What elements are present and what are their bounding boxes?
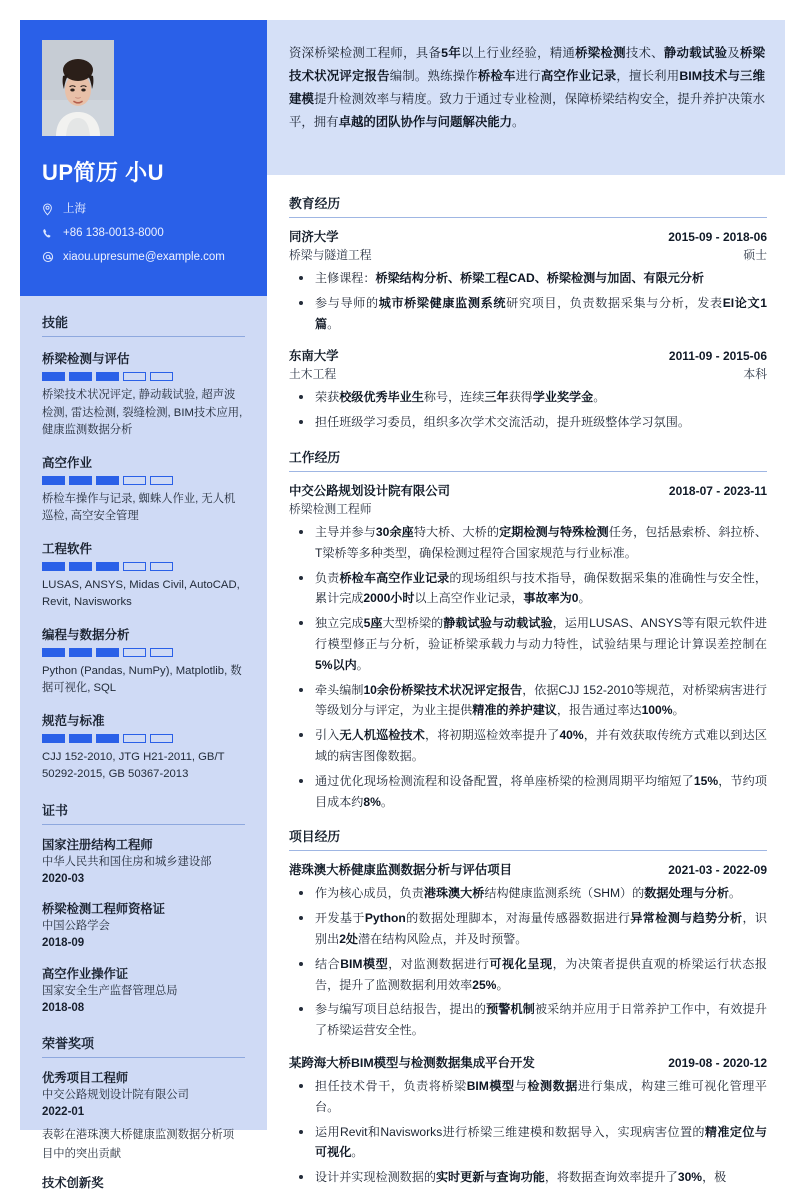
skill-name: 规范与标准 (42, 713, 105, 728)
certificate-item (42, 901, 245, 952)
skill-desc: Python (Pandas, NumPy), Matplotlib, 数据可视化, SQL (42, 664, 242, 695)
work-date: 2018-07 - 2023-11 (668, 483, 767, 498)
degree: 本科 (743, 367, 767, 382)
skill-bar-segment (69, 372, 92, 381)
award-org: 中交公路规划设计院有限公司 (42, 1089, 189, 1102)
work-entry-sub (289, 500, 767, 517)
summary-text: 资深桥梁检测工程师，具备5年以上行业经验，精通桥梁检测技术、静动载试验及桥梁技术状况评定报告编制。熟练操作桥检车进行高空作业记录，擅长利用BIM技术与三维建模提升检测效率与精度。致力于通过专业检测，保障桥梁结构安全，提升养护决策水平，拥有卓越的团队协作与问题解决能力。 (289, 46, 766, 129)
certificate-date: 2018-08 (42, 1001, 85, 1014)
certificate-name: 高空作业操作证 (42, 966, 129, 981)
education-section (289, 193, 767, 433)
bullet-item: 独立完成5座大型桥梁的静载试验与动载试验，运用LUSAS、ANSYS等有限元软件进行模型修正与分析，验证桥梁承载力与动力特性，试验结果与理论计算误差控制在5%以内。 (289, 613, 767, 675)
sidebar-body (20, 296, 267, 1191)
phone-icon (42, 228, 57, 240)
skill-bar-segment (150, 372, 173, 381)
awards-section (42, 1033, 245, 1192)
school-name: 同济大学 (289, 230, 339, 244)
work-section (289, 447, 767, 812)
certificate-org: 中国公路学会 (42, 920, 110, 933)
skill-bar-segment (69, 562, 92, 571)
skill-bar-segment (123, 562, 146, 571)
skill-bar-segment (96, 476, 119, 485)
project-bullets (289, 1076, 767, 1188)
certificate-name: 桥梁检测工程师资格证 (42, 902, 165, 917)
skill-rating (42, 562, 245, 571)
project-name: 某跨海大桥BIM模型与检测数据集成平台开发 (289, 1055, 535, 1070)
email-at-icon (42, 251, 57, 263)
skill-bar-segment (69, 476, 92, 485)
project-entry (289, 1053, 767, 1188)
education-entry-sub (289, 365, 767, 382)
skill-bar-segment (42, 562, 65, 571)
skill-bar-segment (42, 476, 65, 485)
degree: 硕士 (743, 248, 767, 262)
main-content (267, 20, 785, 1185)
skills-section (42, 312, 245, 784)
certificate-item (42, 837, 245, 888)
contact-location (42, 203, 245, 217)
certificate-name: 国家注册结构工程师 (42, 837, 153, 852)
bullet-item: 担任班级学习委员，组织多次学术交流活动，提升班级整体学习氛围。 (289, 412, 767, 433)
major: 土木工程 (289, 367, 337, 382)
skill-bar-segment (96, 734, 119, 743)
project-date: 2019-08 - 2020-12 (668, 1055, 767, 1070)
bullet-item: 主导并参与30余座特大桥、大桥的定期检测与特殊检测任务，包括悬索桥、斜拉桥、T梁桥等多种类型，确保检测过程符合国家规范与行业标准。 (289, 522, 767, 564)
certificate-org: 中华人民共和国住房和城乡建设部 (42, 856, 212, 869)
bullet-item: 设计并实现检测数据的实时更新与查询功能，将数据查询效率提升了30%，极 (289, 1167, 767, 1188)
skill-bar-segment (96, 372, 119, 381)
contact-location-value: 上海 (63, 203, 86, 215)
skill-desc: 桥梁技术状况评定, 静动载试验, 超声波检测, 雷达检测, 裂缝检测, BIM技术应用, 健康监测数据分析 (42, 389, 243, 437)
skill-item (42, 539, 245, 612)
award-date: 2022-01 (42, 1106, 85, 1119)
skill-bar-segment (150, 734, 173, 743)
bullet-item: 通过优化现场检测流程和设备配置，将单座桥梁的检测周期平均缩短了15%，节约项目成本约8%。 (289, 771, 767, 813)
bullet-item: 作为核心成员，负责港珠澳大桥结构健康监测系统（SHM）的数据处理与分析。 (289, 883, 767, 904)
skill-desc: CJJ 152-2010, JTG H21-2011, GB/T 50292-2015, GB 50367-2013 (42, 750, 225, 781)
project-entry-header (289, 1053, 767, 1071)
award-desc: 表彰在港珠澳大桥健康监测数据分析项目中的突出贡献 (42, 1129, 235, 1160)
avatar (42, 40, 114, 136)
awards-list (42, 1070, 245, 1192)
bullet-item: 荣获校级优秀毕业生称号，连续三年获得学业奖学金。 (289, 387, 767, 408)
certificate-org: 国家安全生产监督管理总局 (42, 984, 178, 997)
skill-item (42, 349, 245, 440)
skill-bar-segment (96, 562, 119, 571)
certificates-section-title: 证书 (42, 800, 245, 825)
certificate-date: 2018-09 (42, 937, 85, 950)
bullet-item: 牵头编制10余份桥梁技术状况评定报告，依据CJJ 152-2010等规范，对桥梁病害进行等级划分与评定，为业主提供精准的养护建议，报告通过率达100%。 (289, 680, 767, 722)
contact-phone (42, 227, 245, 241)
skill-item (42, 711, 245, 784)
skill-desc: LUSAS, ANSYS, Midas Civil, AutoCAD, Revit, Navisworks (42, 578, 240, 609)
education-entry (289, 227, 767, 334)
project-name: 港珠澳大桥健康监测数据分析与评估项目 (289, 863, 513, 878)
projects-section-title: 项目经历 (289, 826, 767, 851)
skill-bar-segment (150, 648, 173, 657)
awards-section-title: 荣誉奖项 (42, 1033, 245, 1058)
award-item (42, 1070, 245, 1163)
skills-section-title: 技能 (42, 312, 245, 337)
location-pin-icon (42, 203, 57, 216)
skill-bar-segment (123, 476, 146, 485)
skill-bar-segment (42, 734, 65, 743)
skill-bar-segment (150, 476, 173, 485)
award-item (42, 1175, 245, 1192)
contact-email-value: xiaou.upresume@example.com (63, 250, 225, 263)
skill-name: 桥梁检测与评估 (42, 352, 130, 367)
school-name: 东南大学 (289, 349, 339, 364)
skill-name: 编程与数据分析 (42, 627, 130, 642)
skill-bar-segment (69, 734, 92, 743)
contact-email (42, 251, 245, 265)
education-entry-sub (289, 246, 767, 263)
contact-phone-value: +86 138-0013-8000 (63, 226, 164, 239)
skill-item (42, 625, 245, 698)
summary-band (267, 20, 785, 175)
work-entry (289, 481, 767, 812)
skill-item (42, 453, 245, 526)
work-entry-header (289, 481, 767, 499)
education-date: 2015-09 - 2018-06 (668, 230, 767, 244)
bullet-item: 运用Revit和Navisworks进行桥梁三维建模和数据导入，实现病害位置的精准定位与可视化。 (289, 1122, 767, 1164)
bullet-item: 负责桥检车高空作业记录的现场组织与技术指导，确保数据采集的准确性与安全性，累计完成2000小时以上高空作业记录，事故率为0。 (289, 568, 767, 610)
skill-bar-segment (123, 734, 146, 743)
bullet-item: 参与导师的城市桥梁健康监测系统研究项目，负责数据采集与分析，发表EI论文1篇。 (289, 293, 767, 335)
bullet-item: 引入无人机巡检技术，将初期巡检效率提升了40%，并有效获取传统方式难以到达区域的病害图像数据。 (289, 725, 767, 767)
company-name: 中交公路规划设计院有限公司 (289, 483, 451, 498)
skill-rating (42, 734, 245, 743)
skill-bar-segment (123, 648, 146, 657)
project-entry-header (289, 860, 767, 878)
work-section-title: 工作经历 (289, 447, 767, 472)
skill-desc: 桥检车操作与记录, 蜘蛛人作业, 无人机巡检, 高空安全管理 (42, 492, 236, 523)
sidebar-header (20, 20, 267, 296)
bullet-item: 主修课程：桥梁结构分析、桥梁工程CAD、桥梁检测与加固、有限元分析 (289, 268, 767, 289)
skill-rating (42, 372, 245, 381)
education-entry-header (289, 227, 767, 245)
contact-list (42, 203, 245, 264)
skills-list (42, 349, 245, 784)
certificate-item (42, 966, 245, 1017)
award-name: 优秀项目工程师 (42, 1071, 129, 1086)
skill-rating (42, 648, 245, 657)
person-name: UP简历 小U (42, 160, 165, 185)
education-bullets (289, 268, 767, 334)
skill-name: 工程软件 (42, 541, 93, 556)
sidebar (20, 20, 267, 1190)
skill-bar-segment (42, 372, 65, 381)
skill-bar-segment (150, 562, 173, 571)
skill-bar-segment (69, 648, 92, 657)
job-title: 桥梁检测工程师 (289, 501, 372, 516)
project-entry (289, 860, 767, 1041)
projects-section (289, 826, 767, 1188)
skill-bar-segment (96, 648, 119, 657)
education-entry (289, 346, 767, 433)
project-bullets (289, 883, 767, 1041)
education-section-title: 教育经历 (289, 193, 767, 218)
work-bullets (289, 522, 767, 812)
skill-bar-segment (123, 372, 146, 381)
bullet-item: 开发基于Python的数据处理脚本，对海量传感器数据进行异常检测与趋势分析，识别出2处潜在结构风险点，并及时预警。 (289, 908, 767, 950)
main-body (267, 175, 785, 1188)
education-entry-header (289, 346, 767, 364)
certificates-section (42, 800, 245, 1017)
bullet-item: 担任技术骨干，负责将桥梁BIM模型与检测数据进行集成，构建三维可视化管理平台。 (289, 1076, 767, 1118)
certificate-date: 2020-03 (42, 873, 85, 886)
major: 桥梁与隧道工程 (289, 248, 372, 262)
project-date: 2021-03 - 2022-09 (668, 863, 767, 878)
award-name: 技术创新奖 (42, 1175, 104, 1190)
skill-rating (42, 476, 245, 485)
bullet-item: 参与编写项目总结报告，提出的预警机制被采纳并应用于日常养护工作中，有效提升了桥梁运营安全性。 (289, 999, 767, 1041)
education-date: 2011-09 - 2015-06 (668, 349, 767, 364)
education-bullets (289, 387, 767, 433)
skill-bar-segment (42, 648, 65, 657)
resume-sheet (20, 20, 785, 1190)
skill-name: 高空作业 (42, 455, 93, 470)
bullet-item: 结合BIM模型，对监测数据进行可视化呈现，为决策者提供直观的桥梁运行状态报告，提升了监测数据利用效率25%。 (289, 954, 767, 996)
certificates-list (42, 837, 245, 1017)
